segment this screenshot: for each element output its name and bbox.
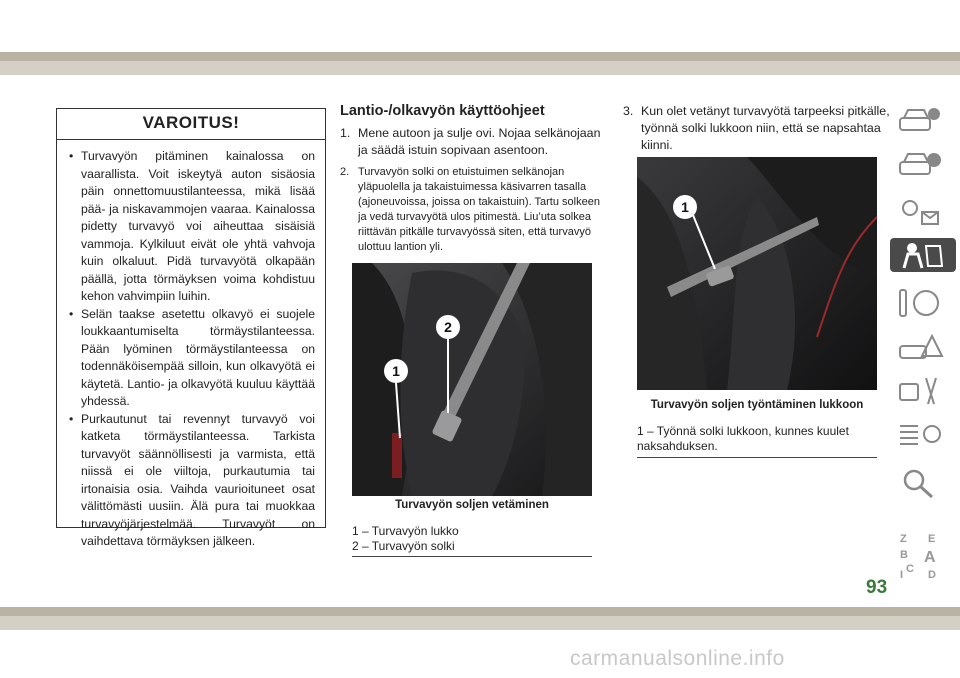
safety-icon[interactable] [890,238,956,272]
service-icon[interactable] [892,420,946,454]
seatbelt-pull-photo [352,263,592,496]
figure2-legend [637,424,862,454]
warning-list [57,140,325,551]
step-number: 3. [623,104,634,118]
hazard-icon[interactable] [892,330,946,364]
callout-1: 1 [392,363,400,379]
callout-1: 1 [681,199,689,215]
figure1-legend [352,524,592,554]
index-letter: Z [900,533,907,545]
instructions-column [340,103,602,255]
step-number: 2. [340,166,350,178]
index-letter: C [906,563,914,575]
warning-item: • Selän taakse asetettu olkavyö ei suojele loukkaantumiselta törmäystilanteessa. Pään lyöminen törmäystilanteessa on todennäköisempää silloin, kun olkavyötä ei käytetä. Lantio- ja olkavyötä kuuluu käyttää yhdessä. [69,306,315,411]
step-1 [340,125,602,159]
step-number: 1. [340,126,351,140]
warning-box [56,108,326,548]
legend-item: 1 – Työnnä solki lukkoon, kunnes kuulet naksahduksen. [637,424,849,453]
section-title: Lantio-/olkavyön käyttöohjeet [340,103,545,119]
warning-item: • Purkautunut tai revennyt turvavyö voi katketa törmäystilanteessa. Tarkista turvavyöt säännöllisesti ja varmista, että niissä ei ole viiltoja, purkautumia tai irtonaisia osia. Vaihda vaurioituneet osat välittömästi uusiin. Älä pura tai muokkaa turvavyöjärjestelmää. Turvavyöt on vaihdettava törmäyksen jälkeen. [69,411,315,551]
bottom-band-light [0,616,960,630]
bottom-band [0,607,960,616]
legend-item: 1 – Turvavyön lukko [352,524,459,538]
steering-wheel-icon[interactable] [892,286,946,320]
callout-2: 2 [444,319,452,335]
car-warning-icon[interactable] [892,148,946,182]
top-band [0,0,960,58]
watermark: carmanualsonline.info [570,647,785,670]
legend-item: 2 – Turvavyön solki [352,539,455,553]
index-letter: I [900,569,904,581]
index-letter: B [900,549,908,561]
step-text: Turvavyön solki on etuistuimen selkänojan yläpuolella ja takaistuimessa käsivarren tasalla (ajoneuvoissa, joissa on takaistuin). Tartu solkeen ja vedä turvavyötä ulos pitimestä. Liu’uta solkea riittävän pitkälle turvavyössä siten, että turvavyö ulottuu lantion yli. [358,166,600,253]
step-2 [340,165,602,255]
seatbelt-latch-photo [637,157,877,390]
figure2-caption: Turvavyön soljen työntäminen lukkoon [637,396,877,414]
warning-title: VAROITUS! [57,109,325,140]
index-letter: E [928,533,936,545]
figure2-rule [637,457,877,458]
index-letter: D [928,569,936,581]
warning-item: • Turvavyön pitäminen kainalossa on vaarallista. Voit iskeytyä auton sisäosia päin onnettomuustilanteessa, mikä lisää pää- ja niskavammojen vaaraa. Kainalossa pidetty turvavyö voi aiheuttaa sisäisiä vammoja. Kylkiluut eivät ole yhtä vahvoja kuin olkaluut. Pidä turvavyötä olkapään päällä, jotta törmäyksen voima kohdistuu kehon vahvimpiin luihin. [69,148,315,306]
page-number: 93 [866,577,888,598]
search-icon[interactable] [892,466,946,500]
step-3 [623,103,893,154]
step-text: Kun olet vetänyt turvavyötä tarpeeksi pitkälle, työnnä solki lukkoon niin, että se napsahtaa kiinni. [641,104,890,152]
dashboard-lights-icon[interactable] [892,194,946,228]
step-text: Mene autoon ja sulje ovi. Nojaa selkänojaan ja säädä istuin sopivaan asentoon. [358,126,601,157]
tools-icon[interactable] [892,374,946,408]
index-icon[interactable] [892,514,946,590]
figure1-caption: Turvavyön soljen vetäminen [352,496,592,514]
index-letter: A [924,549,936,566]
figure1-rule [352,556,592,557]
step3-column [623,103,893,154]
car-info-icon[interactable] [892,104,946,138]
